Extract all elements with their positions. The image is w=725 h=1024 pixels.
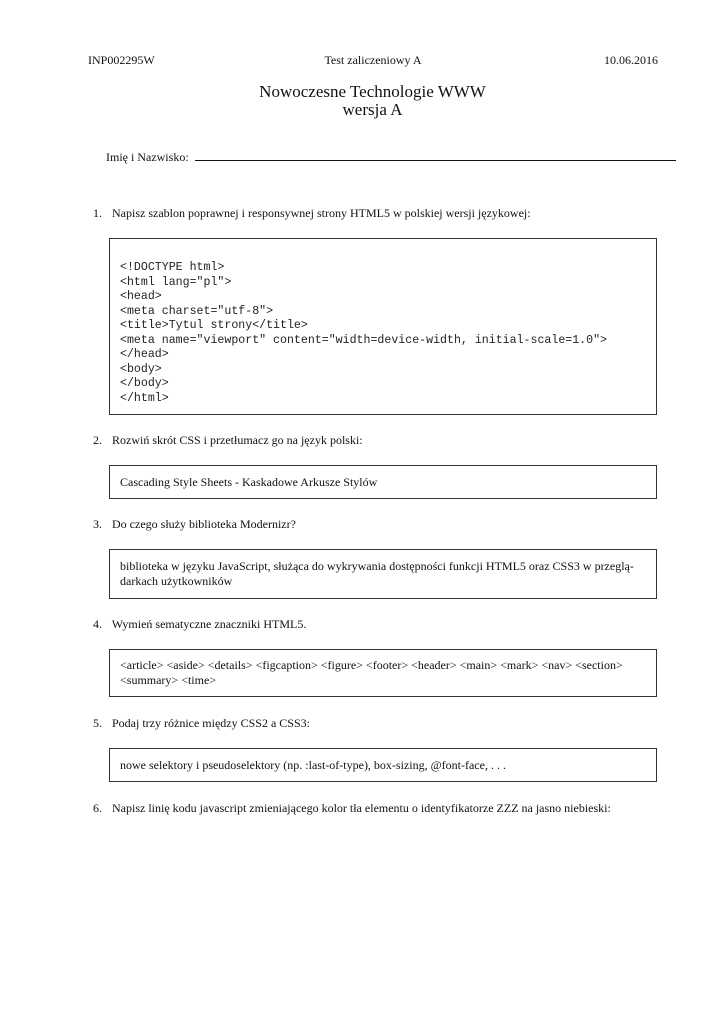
question-number: 5. [93,716,102,730]
page-header [88,53,658,69]
answer-box-3 [109,549,657,599]
question-number: 4. [93,617,102,631]
question-text: Podaj trzy różnice między CSS2 a CSS3: [112,716,310,730]
question-text: Napisz szablon poprawnej i responsywnej strony HTML5 w polskiej wersji językowej: [112,206,531,220]
code-line: <head> [120,290,162,303]
document-title [0,83,725,119]
question-4 [93,617,663,632]
course-code: INP002295W [88,53,155,67]
code-line: <html lang="pl"> [120,275,232,289]
question-6 [93,801,663,816]
question-2 [93,433,663,448]
question-3 [93,517,663,532]
answer-box-4 [109,649,657,697]
answer-line: nowe selektory i pseudoselektory (np. :last-of-type), box-sizing, @font-face, . . . [120,757,506,772]
answer-line: biblioteka w języku JavaScript, służąca do wykrywania dostępności funkcji HTML5 oraz CSS3 w przeglą- [120,559,634,573]
test-name: Test zaliczeniowy A [324,53,422,67]
answer-box-1 [109,238,657,415]
name-write-line [195,160,676,161]
name-field-row [106,150,676,166]
question-5 [93,716,663,731]
code-line: </html> [120,391,169,405]
question-text: Rozwiń skrót CSS i przetłumacz go na język polski: [112,433,363,447]
answer-line: Cascading Style Sheets - Kaskadowe Arkusze Stylów [120,474,378,489]
question-text: Do czego służy biblioteka Modernizr? [112,517,296,531]
code-line: <title>Tytul strony</title> [120,319,308,332]
name-field-label: Imię i Nazwisko: [106,150,189,164]
test-date: 10.06.2016 [604,53,658,67]
answer-line: <summary> <time> [120,673,217,687]
title-line-1: Nowoczesne Technologie WWW [259,82,486,101]
code-line: <meta name="viewport" content="width=device-width, initial-scale=1.0"> [120,333,608,347]
code-line: <!DOCTYPE html> [120,261,225,274]
code-line: <body> [120,362,162,376]
question-number: 1. [93,206,102,220]
question-text: Napisz linię kodu javascript zmieniającego kolor tła elementu o identyfikatorze ZZZ na jasno niebieski: [112,801,611,815]
code-line: </body> [120,377,169,390]
question-number: 3. [93,517,102,531]
code-line: </head> [120,348,169,361]
answer-box-2 [109,465,657,499]
answer-line: darkach użytkowników [120,574,233,588]
question-number: 6. [93,801,102,815]
question-text: Wymień sematyczne znaczniki HTML5. [111,617,307,631]
question-1 [93,206,663,221]
answer-box-5 [109,748,657,782]
question-number: 2. [93,433,102,447]
code-line: <meta charset="utf-8"> [120,304,274,318]
answer-line: <article> <aside> <details> <figcaption> <figure> <footer> <header> <main> <mark> <nav> <section> [120,658,623,672]
title-line-2: wersja A [342,100,403,119]
